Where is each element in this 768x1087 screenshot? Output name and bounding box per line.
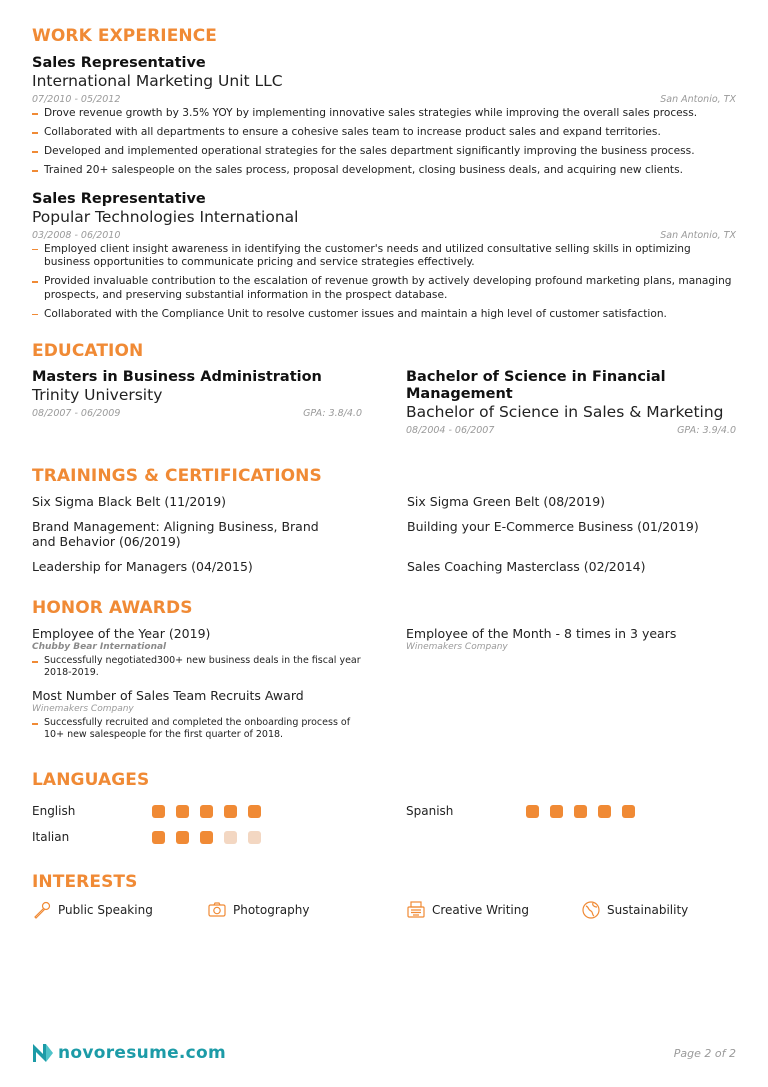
interest-item — [207, 900, 406, 920]
languages-columns — [32, 798, 736, 850]
job-bullet: Drove revenue growth by 3.5% YOY by implementing innovative sales strategies while improving the overall sales process. — [32, 107, 736, 121]
job-dates: 07/2010 - 05/2012 — [32, 94, 121, 105]
interest-label: Sustainability — [607, 903, 689, 917]
page-footer — [32, 1043, 736, 1063]
language-name: Italian — [32, 830, 70, 844]
award-bullets — [32, 717, 362, 741]
edu-gpa: GPA: 3.8/4.0 — [303, 408, 362, 419]
job-role: Sales Representative — [32, 190, 206, 207]
level-dot-filled — [526, 805, 539, 818]
job-meta — [32, 230, 736, 241]
certification-item: Sales Coaching Masterclass (02/2014) — [407, 559, 646, 574]
job-bullets — [32, 107, 736, 178]
job-location: San Antonio, TX — [660, 229, 736, 241]
certification-item: Six Sigma Green Belt (08/2019) — [407, 494, 606, 509]
awards-columns — [32, 626, 736, 750]
interest-item — [406, 900, 581, 920]
level-dot-filled — [200, 805, 213, 818]
section-title-trainings: TRAININGS & CERTIFICATIONS — [32, 466, 322, 486]
education-section — [32, 341, 736, 438]
interest-item — [581, 900, 688, 920]
level-dot-filled — [248, 805, 261, 818]
interest-label: Public Speaking — [58, 903, 153, 917]
job-entry — [32, 190, 736, 322]
interest-label: Creative Writing — [432, 903, 529, 917]
edu-degree: Bachelor of Science in Financial Management — [406, 369, 666, 402]
edu-meta — [32, 408, 362, 419]
award-bullets — [32, 655, 362, 679]
level-dot-filled — [152, 831, 165, 844]
award-entry — [406, 626, 736, 653]
interests-section — [32, 872, 736, 920]
typewriter-icon — [406, 900, 426, 920]
edu-school: Bachelor of Science in Sales & Marketing — [406, 403, 724, 421]
languages-right-column — [406, 798, 736, 850]
certification-item: Leadership for Managers (04/2015) — [32, 559, 253, 574]
language-level-dots — [152, 831, 261, 844]
job-location: San Antonio, TX — [660, 94, 736, 105]
language-name: Spanish — [406, 804, 454, 818]
section-title-interests: INTERESTS — [32, 872, 138, 892]
level-dot-filled — [224, 805, 237, 818]
award-org: Chubby Bear International — [32, 642, 167, 652]
job-company: International Marketing Unit LLC — [32, 72, 283, 90]
education-entry — [32, 369, 362, 438]
work-experience-section — [32, 26, 736, 321]
edu-dates: 08/2004 - 06/2007 — [406, 425, 495, 436]
section-title-languages: LANGUAGES — [32, 770, 150, 790]
level-dot-empty — [224, 831, 237, 844]
award-name: Most Number of Sales Team Recruits Award — [32, 688, 304, 703]
section-title-awards: HONOR AWARDS — [32, 598, 193, 618]
languages-left-column — [32, 798, 362, 850]
languages-section — [32, 770, 736, 850]
award-bullet: Successfully recruited and completed the onboarding process of 10+ new salespeople for the first quarter of 2018. — [32, 717, 362, 741]
camera-icon — [207, 900, 227, 920]
education-entry — [406, 369, 736, 438]
language-level-dots — [152, 805, 261, 818]
logo-text: novoresume.com — [58, 1043, 227, 1063]
award-org: Winemakers Company — [32, 704, 134, 714]
novoresume-logo-icon — [32, 1043, 54, 1063]
awards-right-column — [406, 626, 736, 750]
award-name: Employee of the Year (2019) — [32, 626, 211, 641]
job-bullets — [32, 243, 736, 322]
awards-left-column — [32, 626, 362, 750]
education-columns — [32, 369, 736, 438]
certifications-grid — [32, 494, 736, 574]
certification-item: Six Sigma Black Belt (11/2019) — [32, 494, 227, 509]
certification-item: Brand Management: Aligning Business, Brand and Behavior (06/2019) — [32, 519, 319, 549]
award-name: Employee of the Month - 8 times in 3 years — [406, 626, 677, 641]
interest-item — [32, 900, 207, 920]
job-bullet: Trained 20+ salespeople on the sales process, proposal development, closing business deals, and acquiring new clients. — [32, 164, 736, 178]
interests-row — [32, 900, 736, 920]
job-dates: 03/2008 - 06/2010 — [32, 229, 121, 241]
resume-page — [32, 26, 736, 938]
edu-dates: 08/2007 - 06/2009 — [32, 408, 121, 419]
globe-icon — [581, 900, 601, 920]
level-dot-filled — [574, 805, 587, 818]
job-bullet: Employed client insight awareness in identifying the customer's needs and utilized consultative selling skills in optimizing business opportunities to communicate pricing and service strategies effectively. — [32, 243, 736, 270]
job-bullet: Provided invaluable contribution to the escalation of revenue growth by actively developing profound marketing plans, managing prospects, and preserving substantial information in the prospect database. — [32, 275, 736, 302]
level-dot-filled — [176, 831, 189, 844]
microphone-icon — [32, 900, 52, 920]
language-row — [406, 798, 736, 824]
language-row — [32, 798, 362, 824]
edu-school: Trinity University — [32, 386, 163, 404]
level-dot-filled — [622, 805, 635, 818]
trainings-section — [32, 466, 736, 574]
level-dot-empty — [248, 831, 261, 844]
interest-label: Photography — [233, 903, 310, 917]
job-bullet: Collaborated with the Compliance Unit to resolve customer issues and maintain a high level of customer satisfaction. — [32, 308, 736, 322]
level-dot-filled — [200, 831, 213, 844]
section-title-work: WORK EXPERIENCE — [32, 26, 218, 46]
page-number: Page 2 of 2 — [673, 1046, 736, 1060]
edu-gpa: GPA: 3.9/4.0 — [677, 425, 736, 436]
award-entry — [32, 626, 362, 679]
job-bullet: Developed and implemented operational strategies for the sales department significantly improving the business process. — [32, 145, 736, 159]
award-entry — [32, 688, 362, 741]
awards-section — [32, 598, 736, 750]
level-dot-filled — [598, 805, 611, 818]
novoresume-logo — [32, 1043, 226, 1063]
job-entry — [32, 54, 736, 178]
certification-item: Building your E-Commerce Business (01/2019) — [407, 519, 699, 534]
level-dot-filled — [550, 805, 563, 818]
language-name: English — [32, 804, 76, 818]
job-company: Popular Technologies International — [32, 207, 299, 226]
job-role: Sales Representative — [32, 55, 206, 71]
language-level-dots — [526, 805, 635, 818]
section-title-education: EDUCATION — [32, 341, 144, 361]
award-org: Winemakers Company — [406, 642, 508, 652]
job-meta — [32, 94, 736, 105]
job-bullet: Collaborated with all departments to ensure a cohesive sales team to increase product sales and expand territories. — [32, 126, 736, 140]
edu-meta — [406, 425, 736, 436]
language-row — [32, 824, 362, 850]
award-bullet: Successfully negotiated300+ new business deals in the fiscal year 2018-2019. — [32, 655, 362, 679]
level-dot-filled — [176, 805, 189, 818]
edu-degree: Masters in Business Administration — [32, 369, 322, 385]
level-dot-filled — [152, 805, 165, 818]
